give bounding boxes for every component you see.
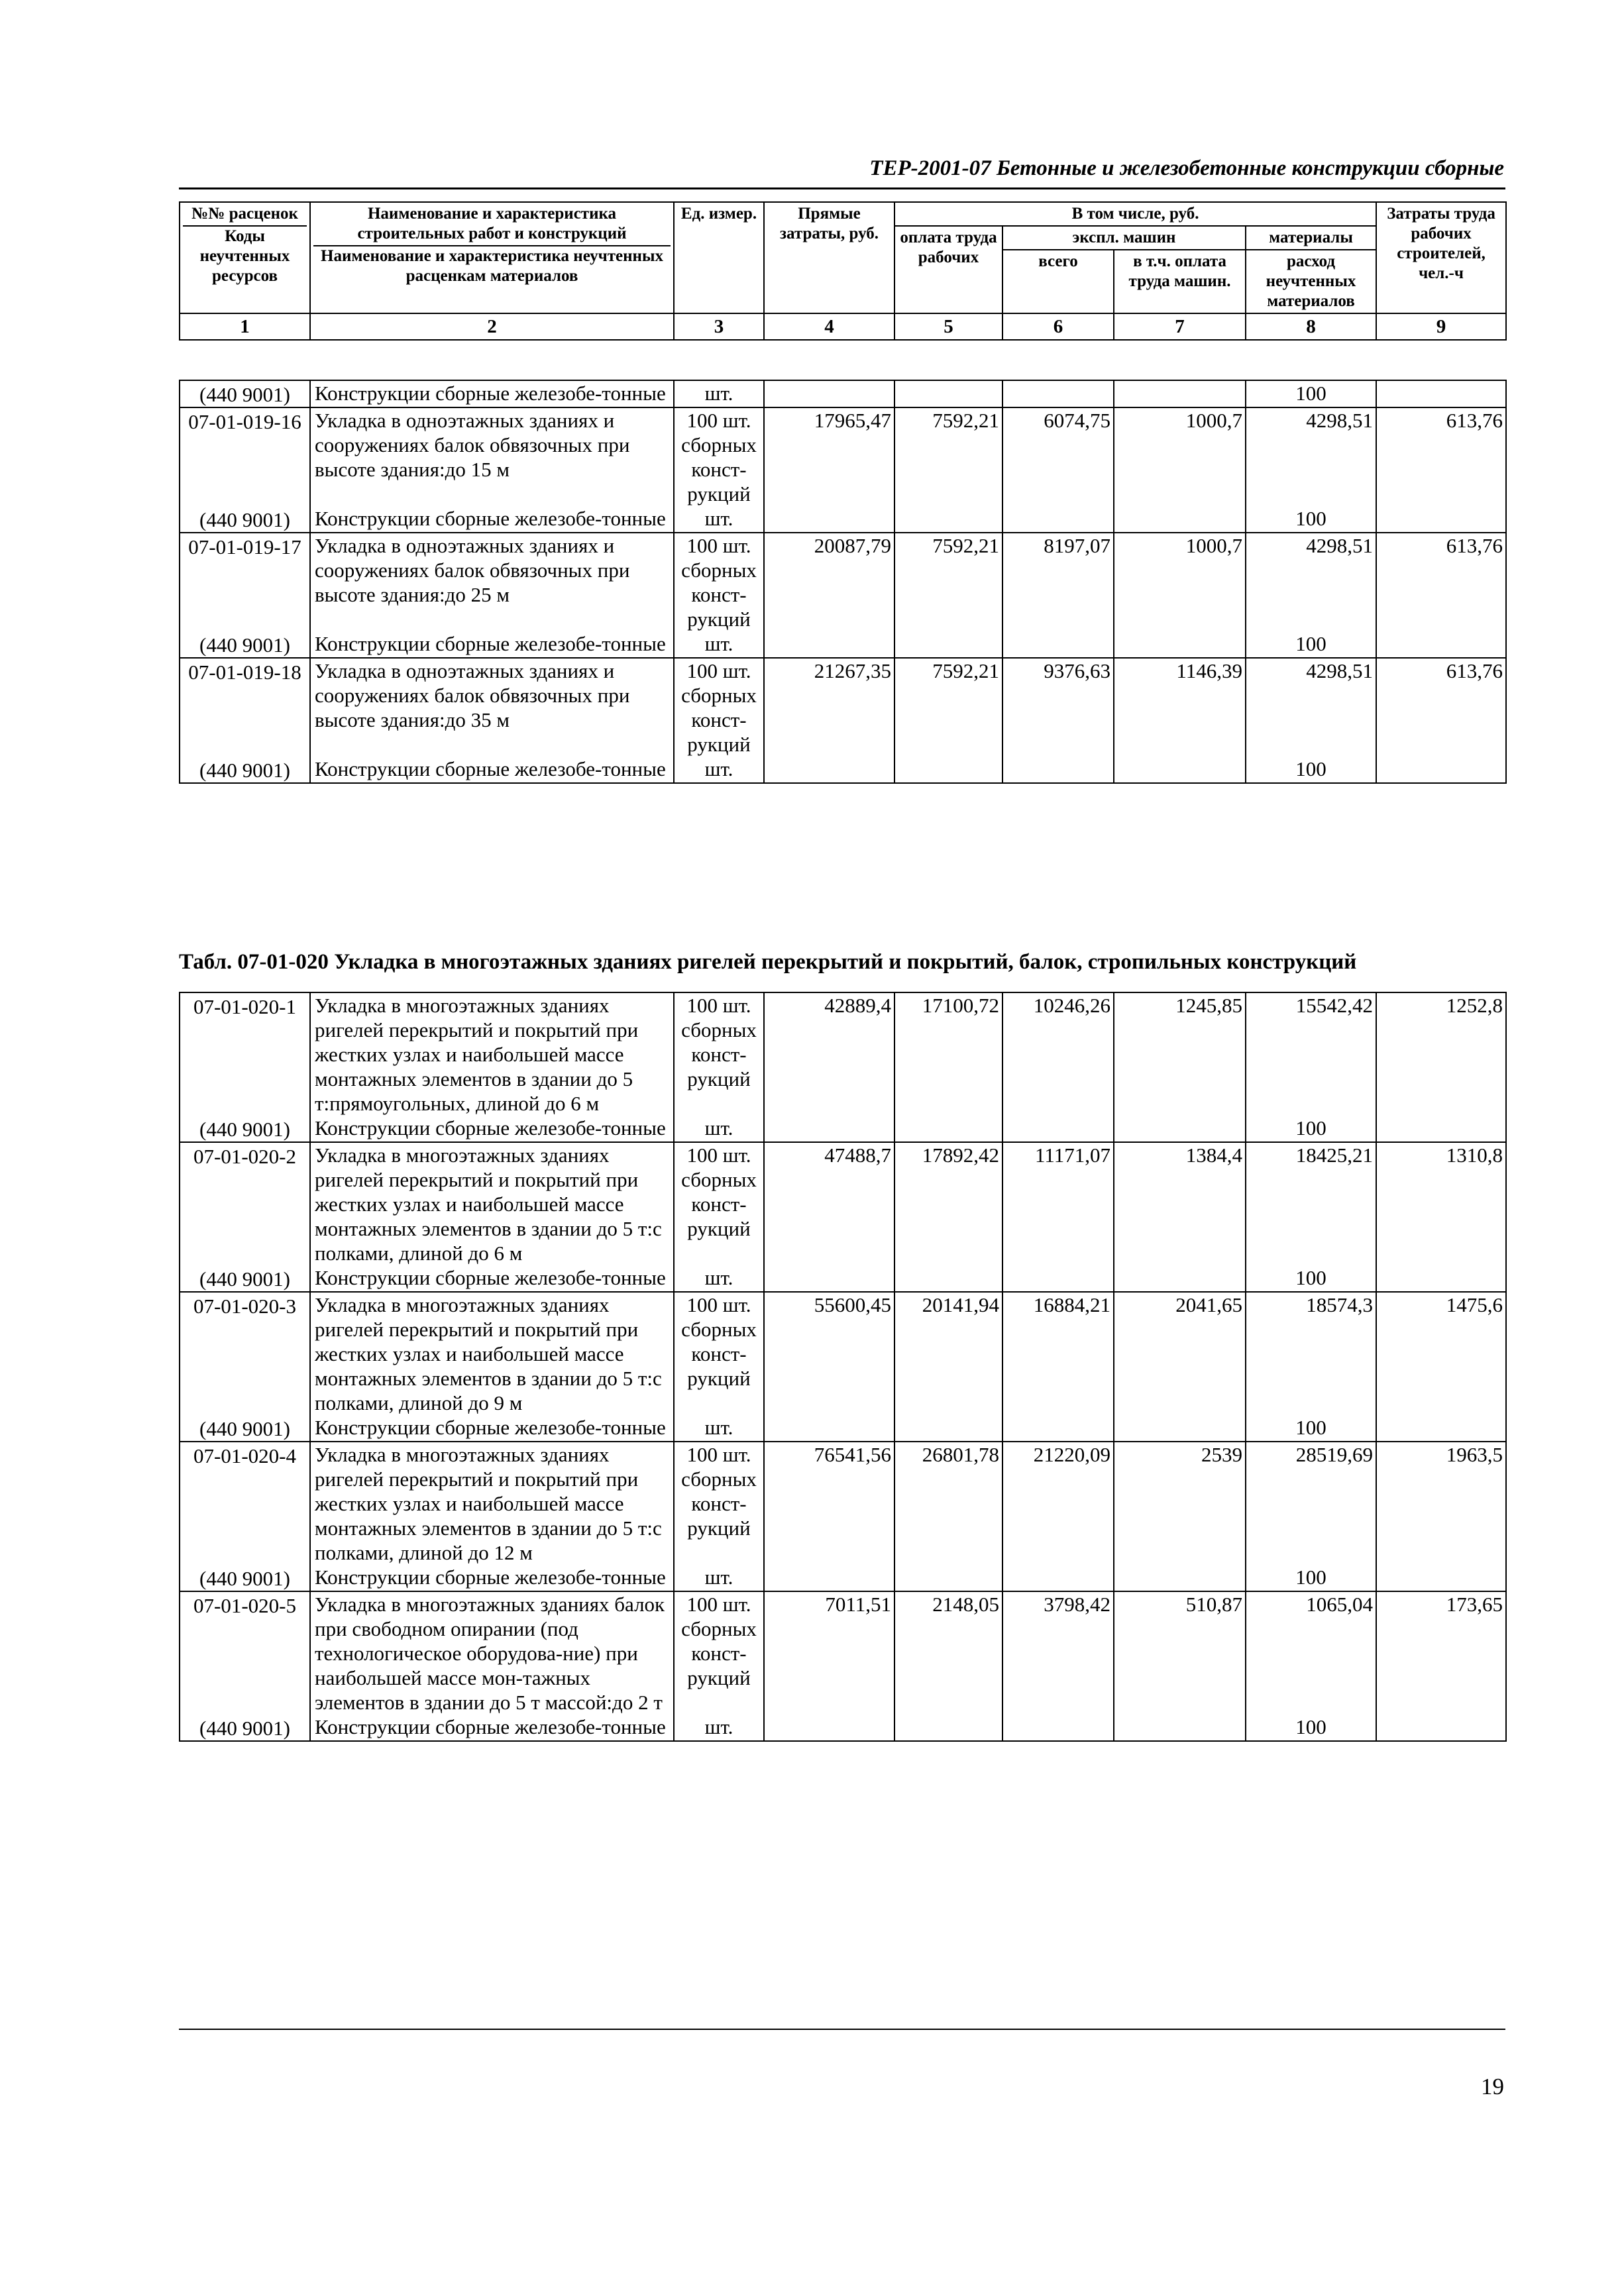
resource-name: Конструкции сборные железобе-тонные xyxy=(310,1116,674,1142)
machines-labor: 1000,7 xyxy=(1114,533,1246,631)
col-number: 3 xyxy=(674,313,764,340)
direct-costs: 7011,51 xyxy=(764,1591,894,1715)
header-col2-top: Наименование и характеристика строительных работ и конструкций xyxy=(313,204,671,246)
labor-hours: 613,76 xyxy=(1376,533,1506,631)
direct-costs: 76541,56 xyxy=(764,1442,894,1565)
empty-cell xyxy=(894,506,1002,533)
footer-rule xyxy=(179,2029,1505,2030)
empty-cell xyxy=(1114,631,1246,658)
resource-code: (440 9001) xyxy=(180,506,310,533)
rate-unit: 100 шт. сборных конст-рукций xyxy=(674,533,764,631)
machines-labor: 1000,7 xyxy=(1114,407,1246,506)
labor-pay: 7592,21 xyxy=(894,407,1002,506)
empty-cell xyxy=(894,631,1002,658)
resource-quantity: 100 xyxy=(1246,1715,1376,1741)
empty-cell xyxy=(894,1565,1002,1591)
machines-labor: 1245,85 xyxy=(1114,992,1246,1116)
resource-code: (440 9001) xyxy=(180,1565,310,1591)
machines-labor: 1146,39 xyxy=(1114,658,1246,757)
resource-row xyxy=(180,506,1506,533)
empty-cell xyxy=(1114,1116,1246,1142)
empty-cell xyxy=(1376,1565,1506,1591)
col-number: 2 xyxy=(310,313,674,340)
header-labor-pay: оплата труда рабочих xyxy=(894,226,1002,313)
resource-name: Конструкции сборные железобе-тонные xyxy=(310,1265,674,1292)
col-number: 8 xyxy=(1246,313,1376,340)
rate-name: Укладка в одноэтажных зданиях и сооружениях балок обвязочных при высоте здания:до 35 м xyxy=(310,658,674,757)
rate-unit: 100 шт. сборных конст-рукций xyxy=(674,407,764,506)
empty-cell xyxy=(1002,631,1114,658)
machines-labor: 510,87 xyxy=(1114,1591,1246,1715)
resource-unit: шт. xyxy=(674,506,764,533)
resource-name: Конструкции сборные железобе-тонные xyxy=(310,631,674,658)
rates-table-019 xyxy=(179,380,1507,784)
machines-total: 21220,09 xyxy=(1002,1442,1114,1565)
labor-hours: 613,76 xyxy=(1376,658,1506,757)
direct-costs: 47488,7 xyxy=(764,1142,894,1265)
resource-row xyxy=(180,631,1506,658)
resource-quantity: 100 xyxy=(1246,506,1376,533)
direct-costs: 55600,45 xyxy=(764,1292,894,1415)
header-unit: Ед. измер. xyxy=(674,202,764,313)
empty-cell xyxy=(764,1415,894,1442)
machines-total: 9376,63 xyxy=(1002,658,1114,757)
machines-labor: 1384,4 xyxy=(1114,1142,1246,1265)
empty-cell xyxy=(764,1265,894,1292)
resource-name: Конструкции сборные железобе-тонные xyxy=(310,506,674,533)
rate-code: 07-01-019-17 xyxy=(180,533,310,631)
direct-costs: 20087,79 xyxy=(764,533,894,631)
direct-costs: 17965,47 xyxy=(764,407,894,506)
empty-cell xyxy=(1002,506,1114,533)
machines-total: 3798,42 xyxy=(1002,1591,1114,1715)
rate-row xyxy=(180,407,1506,506)
labor-pay: 2148,05 xyxy=(894,1591,1002,1715)
resource-row xyxy=(180,757,1506,783)
empty-cell xyxy=(894,1715,1002,1741)
empty-cell xyxy=(1376,631,1506,658)
header-machines: экспл. машин xyxy=(1002,226,1246,250)
resource-code: (440 9001) xyxy=(180,757,310,783)
resource-unit: шт. xyxy=(674,1265,764,1292)
resource-unit: шт. xyxy=(674,1116,764,1142)
rate-unit: 100 шт. сборных конст-рукций xyxy=(674,1442,764,1565)
empty-cell xyxy=(764,757,894,783)
resource-unit: шт. xyxy=(674,1715,764,1741)
header-machines-total: всего xyxy=(1002,250,1114,313)
col-number: 5 xyxy=(894,313,1002,340)
materials-cost: 4298,51 xyxy=(1246,407,1376,506)
empty-cell xyxy=(894,1415,1002,1442)
rate-unit: 100 шт. сборных конст-рукций xyxy=(674,658,764,757)
column-header-table xyxy=(179,201,1507,341)
rate-name: Укладка в одноэтажных зданиях и сооружениях балок обвязочных при высоте здания:до 15 м xyxy=(310,407,674,506)
empty-cell xyxy=(764,380,894,407)
header-col2-bottom: Наименование и характеристика неучтенных расценкам материалов xyxy=(321,247,663,285)
materials-cost: 4298,51 xyxy=(1246,658,1376,757)
machines-total: 8197,07 xyxy=(1002,533,1114,631)
col-number: 4 xyxy=(764,313,894,340)
resource-name: Конструкции сборные железобе-тонные xyxy=(310,1565,674,1591)
rate-code: 07-01-020-3 xyxy=(180,1292,310,1415)
empty-cell xyxy=(1002,1116,1114,1142)
resource-name: Конструкции сборные железобе-тонные xyxy=(310,1415,674,1442)
rate-unit: 100 шт. сборных конст-рукций xyxy=(674,1292,764,1415)
rate-code: 07-01-020-2 xyxy=(180,1142,310,1265)
resource-name: Конструкции сборные железобе-тонные xyxy=(310,757,674,783)
materials-cost: 18425,21 xyxy=(1246,1142,1376,1265)
machines-total: 11171,07 xyxy=(1002,1142,1114,1265)
rate-code: 07-01-020-1 xyxy=(180,992,310,1116)
empty-cell xyxy=(1002,757,1114,783)
resource-code: (440 9001) xyxy=(180,1265,310,1292)
col-number: 7 xyxy=(1114,313,1246,340)
table-title: Табл. 07-01-020 Укладка в многоэтажных зданиях ригелей перекрытий и покрытий, балок, стропильных конструкций xyxy=(179,950,1357,974)
empty-cell xyxy=(1376,1715,1506,1741)
rate-unit: 100 шт. сборных конст-рукций xyxy=(674,1142,764,1265)
col-number: 9 xyxy=(1376,313,1506,340)
rates-table-020 xyxy=(179,992,1507,1742)
machines-labor: 2041,65 xyxy=(1114,1292,1246,1415)
resource-quantity: 100 xyxy=(1246,757,1376,783)
rate-name: Укладка в многоэтажных зданиях ригелей перекрытий и покрытий при жестких узлах и наибольшей массе монтажных элементов в здании до 5 т:с полками, длиной до 9 м xyxy=(310,1292,674,1415)
empty-cell xyxy=(1376,506,1506,533)
empty-cell xyxy=(1114,757,1246,783)
empty-cell xyxy=(1376,1116,1506,1142)
labor-hours: 1475,6 xyxy=(1376,1292,1506,1415)
rate-name: Укладка в одноэтажных зданиях и сооружениях балок обвязочных при высоте здания:до 25 м xyxy=(310,533,674,631)
empty-cell xyxy=(1002,1565,1114,1591)
resource-quantity: 100 xyxy=(1246,1565,1376,1591)
rate-row xyxy=(180,1442,1506,1565)
labor-pay: 26801,78 xyxy=(894,1442,1002,1565)
resource-quantity: 100 xyxy=(1246,1265,1376,1292)
empty-cell xyxy=(1114,1415,1246,1442)
empty-cell xyxy=(1376,1265,1506,1292)
empty-cell xyxy=(1114,1265,1246,1292)
labor-hours: 613,76 xyxy=(1376,407,1506,506)
resource-name: Конструкции сборные железобе-тонные xyxy=(310,1715,674,1741)
direct-costs: 42889,4 xyxy=(764,992,894,1116)
header-materials-sub: расход неучтенных материалов xyxy=(1246,250,1376,313)
resource-quantity: 100 xyxy=(1246,380,1376,407)
resource-code: (440 9001) xyxy=(180,380,310,407)
labor-pay: 17100,72 xyxy=(894,992,1002,1116)
rate-row xyxy=(180,1591,1506,1715)
rate-unit: 100 шт. сборных конст-рукций xyxy=(674,1591,764,1715)
materials-cost: 15542,42 xyxy=(1246,992,1376,1116)
rate-code: 07-01-020-5 xyxy=(180,1591,310,1715)
rate-code: 07-01-019-16 xyxy=(180,407,310,506)
empty-cell xyxy=(764,506,894,533)
machines-labor: 2539 xyxy=(1114,1442,1246,1565)
empty-cell xyxy=(1002,380,1114,407)
empty-cell xyxy=(894,380,1002,407)
rate-name: Укладка в многоэтажных зданиях ригелей перекрытий и покрытий при жестких узлах и наибольшей массе монтажных элементов в здании до 5 т:с полками, длиной до 6 м xyxy=(310,1142,674,1265)
machines-total: 16884,21 xyxy=(1002,1292,1114,1415)
empty-cell xyxy=(1002,1715,1114,1741)
empty-cell xyxy=(894,1265,1002,1292)
labor-hours: 173,65 xyxy=(1376,1591,1506,1715)
col-number: 1 xyxy=(180,313,310,340)
header-rule xyxy=(179,187,1505,189)
header-materials: материалы xyxy=(1246,226,1376,250)
resource-code: (440 9001) xyxy=(180,1116,310,1142)
empty-cell xyxy=(894,1116,1002,1142)
empty-cell xyxy=(764,1565,894,1591)
empty-cell xyxy=(764,1116,894,1142)
rate-row xyxy=(180,1292,1506,1415)
labor-hours: 1252,8 xyxy=(1376,992,1506,1116)
header-machines-labor: в т.ч. оплата труда машин. xyxy=(1114,250,1246,313)
resource-row xyxy=(180,1565,1506,1591)
header-col1-bottom: Коды неучтенных ресурсов xyxy=(199,227,290,285)
labor-pay: 7592,21 xyxy=(894,658,1002,757)
resource-quantity: 100 xyxy=(1246,631,1376,658)
empty-cell xyxy=(1114,1565,1246,1591)
resource-unit: шт. xyxy=(674,757,764,783)
empty-cell xyxy=(1376,380,1506,407)
resource-row xyxy=(180,380,1506,407)
header-col1-top: №№ расценок xyxy=(183,204,307,227)
rate-name: Укладка в многоэтажных зданиях ригелей перекрытий и покрытий при жестких узлах и наибольшей массе монтажных элементов в здании до 5 т:с полками, длиной до 12 м xyxy=(310,1442,674,1565)
labor-pay: 7592,21 xyxy=(894,533,1002,631)
empty-cell xyxy=(1114,380,1246,407)
resource-row xyxy=(180,1116,1506,1142)
resource-row xyxy=(180,1265,1506,1292)
resource-name: Конструкции сборные железобе-тонные xyxy=(310,380,674,407)
empty-cell xyxy=(1114,1715,1246,1741)
resource-quantity: 100 xyxy=(1246,1415,1376,1442)
machines-total: 10246,26 xyxy=(1002,992,1114,1116)
resource-code: (440 9001) xyxy=(180,1415,310,1442)
resource-row xyxy=(180,1415,1506,1442)
page-number: 19 xyxy=(1481,2074,1504,2099)
resource-row xyxy=(180,1715,1506,1741)
rate-code: 07-01-020-4 xyxy=(180,1442,310,1565)
labor-hours: 1310,8 xyxy=(1376,1142,1506,1265)
header-col2 xyxy=(310,202,674,313)
header-direct-costs: Прямые затраты, руб. xyxy=(764,202,894,313)
empty-cell xyxy=(1002,1415,1114,1442)
rate-name: Укладка в многоэтажных зданиях ригелей перекрытий и покрытий при жестких узлах и наибольшей массе монтажных элементов в здании до 5 т:прямоугольных, длиной до 6 м xyxy=(310,992,674,1116)
empty-cell xyxy=(1114,506,1246,533)
resource-code: (440 9001) xyxy=(180,1715,310,1741)
materials-cost: 28519,69 xyxy=(1246,1442,1376,1565)
labor-hours: 1963,5 xyxy=(1376,1442,1506,1565)
header-group: В том числе, руб. xyxy=(894,202,1376,226)
rate-row xyxy=(180,658,1506,757)
empty-cell xyxy=(894,757,1002,783)
rate-row xyxy=(180,533,1506,631)
resource-quantity: 100 xyxy=(1246,1116,1376,1142)
empty-cell xyxy=(1376,1415,1506,1442)
resource-code: (440 9001) xyxy=(180,631,310,658)
col-number: 6 xyxy=(1002,313,1114,340)
rate-unit: 100 шт. сборных конст-рукций xyxy=(674,992,764,1116)
rate-code: 07-01-019-18 xyxy=(180,658,310,757)
labor-pay: 17892,42 xyxy=(894,1142,1002,1265)
rate-name: Укладка в многоэтажных зданиях балок при свободном опирании (под технологическое оборудова-ние) при наибольшей массе мон-тажных элементов в здании до 5 т массой:до 2 т xyxy=(310,1591,674,1715)
empty-cell xyxy=(1002,1265,1114,1292)
rate-row xyxy=(180,992,1506,1116)
empty-cell xyxy=(764,1715,894,1741)
empty-cell xyxy=(764,631,894,658)
resource-unit: шт. xyxy=(674,1565,764,1591)
materials-cost: 18574,3 xyxy=(1246,1292,1376,1415)
materials-cost: 1065,04 xyxy=(1246,1591,1376,1715)
rate-row xyxy=(180,1142,1506,1265)
header-labor-cost: Затраты труда рабочих строителей, чел.-ч xyxy=(1376,202,1506,313)
materials-cost: 4298,51 xyxy=(1246,533,1376,631)
resource-unit: шт. xyxy=(674,631,764,658)
resource-unit: шт. xyxy=(674,380,764,407)
running-head: ТЕР-2001-07 Бетонные и железобетонные конструкции сборные xyxy=(869,156,1504,180)
header-col1 xyxy=(180,202,310,313)
machines-total: 6074,75 xyxy=(1002,407,1114,506)
direct-costs: 21267,35 xyxy=(764,658,894,757)
empty-cell xyxy=(1376,757,1506,783)
resource-unit: шт. xyxy=(674,1415,764,1442)
labor-pay: 20141,94 xyxy=(894,1292,1002,1415)
